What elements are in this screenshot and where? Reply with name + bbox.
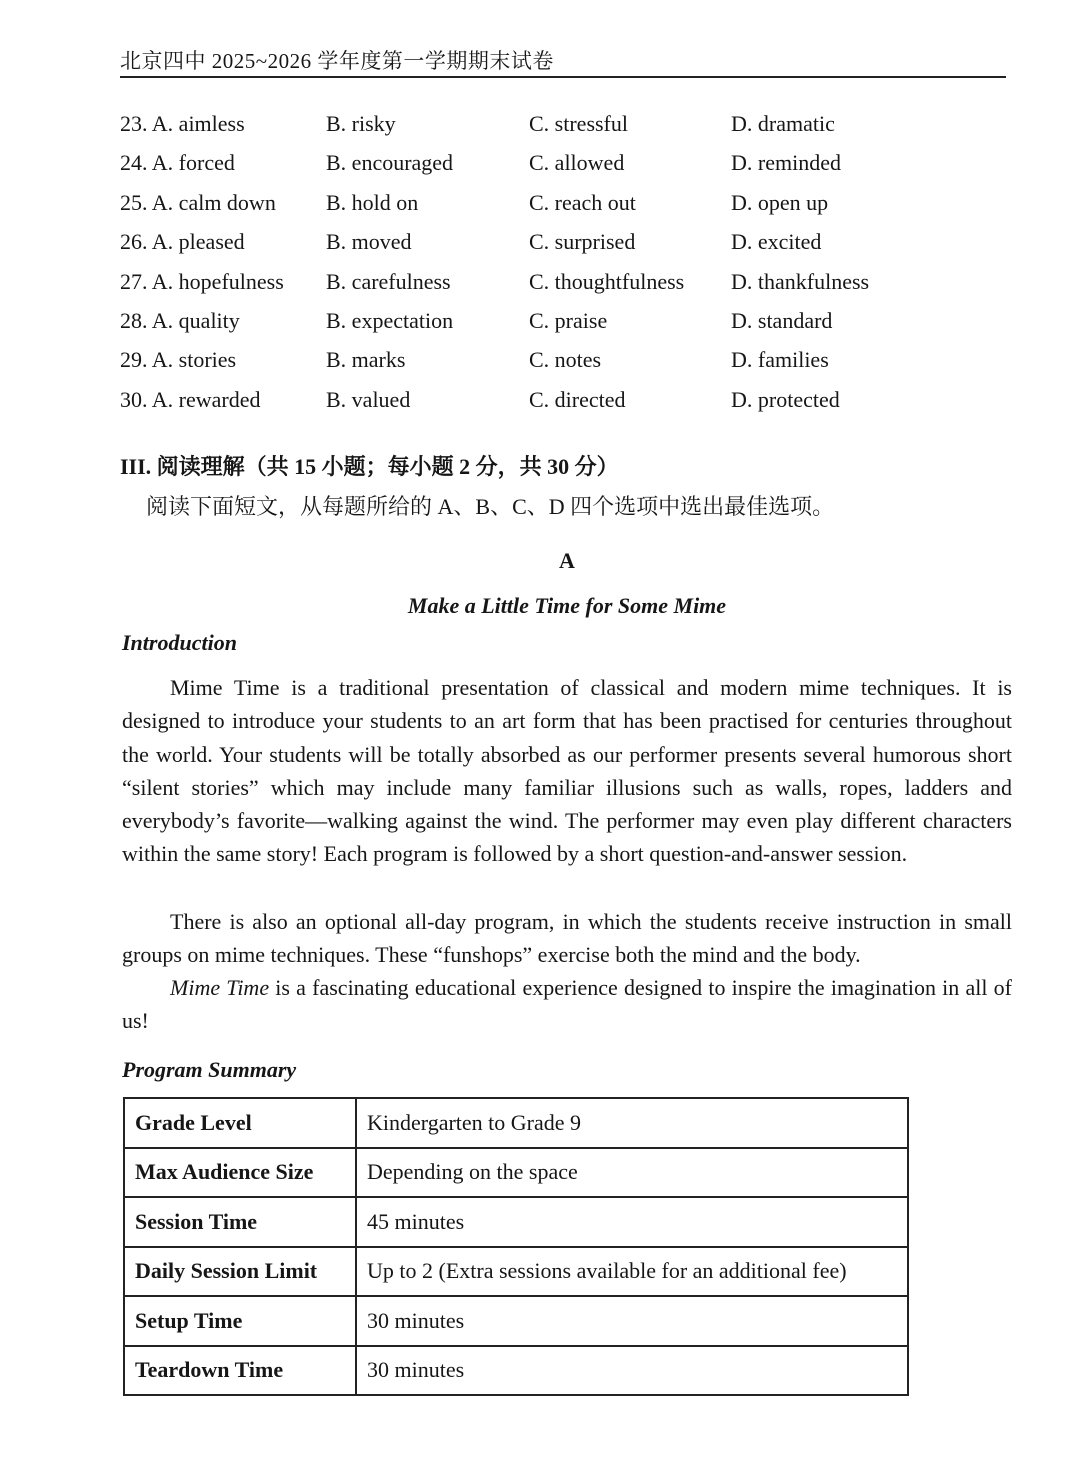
option-b: B. carefulness — [326, 268, 451, 294]
exam-header — [120, 46, 1006, 78]
table-label: Setup Time — [124, 1296, 356, 1346]
table-label: Daily Session Limit — [124, 1247, 356, 1297]
program-summary-heading: Program Summary — [122, 1057, 297, 1082]
table-value: Up to 2 (Extra sessions available for an additional fee) — [356, 1247, 908, 1297]
option-c: C. thoughtfulness — [529, 268, 685, 294]
options-row-27 — [120, 262, 1020, 301]
option-b: B. marks — [326, 347, 406, 373]
table-row — [124, 1148, 908, 1198]
option-a: 26. A. pleased — [120, 229, 245, 255]
passage-title: Make a Little Time for Some Mime — [407, 593, 727, 618]
option-c: C. directed — [529, 386, 626, 412]
paragraph-3-text — [122, 971, 1012, 1038]
exam-header-title: 北京四中 2025~2026 学年度第一学期期末试卷 — [120, 49, 554, 73]
program-summary-table — [123, 1097, 909, 1396]
option-b: B. hold on — [326, 189, 419, 215]
table-row — [124, 1247, 908, 1297]
option-d: D. protected — [731, 386, 840, 412]
table-label: Grade Level — [124, 1098, 356, 1148]
option-b: B. expectation — [326, 307, 454, 333]
paragraph-1 — [122, 671, 1012, 871]
options-row-23 — [120, 104, 1020, 143]
table-value: 30 minutes — [356, 1296, 908, 1346]
option-a: 23. A. aimless — [120, 111, 245, 136]
table-label: Teardown Time — [124, 1346, 356, 1396]
paragraph-1-text: Mime Time is a traditional presentation of classical and modern mime techniques. It is designed to introduce your students to an art form that has been practised for centuries throughout the world. Your students will be totally absorbed as our performer presents several humorous short “silent stories” which may include many familiar illusions such as walls, ropes, ladders and everybody’s favorite—walking against the wind. The performer may even play different characters within the same story! Each program is followed by a short question-and-answer session. — [122, 675, 1012, 867]
table-value: 30 minutes — [356, 1346, 908, 1396]
option-a: 27. A. hopefulness — [120, 268, 284, 294]
cloze-options-list — [120, 104, 1020, 419]
option-d: D. reminded — [731, 150, 841, 176]
option-c: C. allowed — [529, 150, 625, 176]
option-a: 24. A. forced — [120, 150, 235, 176]
table-row — [124, 1296, 908, 1346]
options-row-28 — [120, 301, 1020, 340]
option-d: D. dramatic — [731, 111, 835, 136]
option-a: 30. A. rewarded — [120, 386, 261, 412]
section-instruction: 阅读下面短文，从每题所给的 A、B、C、D 四个选项中选出最佳选项。 — [146, 494, 835, 519]
option-a: 25. A. calm down — [120, 189, 276, 215]
table-row — [124, 1197, 908, 1247]
option-c: C. praise — [529, 307, 608, 333]
option-a: 29. A. stories — [120, 347, 237, 373]
options-row-29 — [120, 340, 1020, 379]
option-c: C. notes — [529, 347, 602, 373]
paragraph-3 — [122, 971, 1012, 1038]
option-c: C. stressful — [529, 111, 628, 136]
option-c: C. reach out — [529, 189, 636, 215]
options-row-25 — [120, 183, 1020, 222]
table-row — [124, 1098, 908, 1148]
options-row-30 — [120, 380, 1020, 419]
paragraph-2-text: There is also an optional all-day program, in which the students receive instruction in small groups on mime techniques. These “funshops” exercise both the mind and the body. — [122, 909, 1012, 968]
table-value: Depending on the space — [356, 1148, 908, 1198]
option-d: D. families — [731, 347, 829, 373]
table-value: 45 minutes — [356, 1197, 908, 1247]
section-title: III. 阅读理解（共 15 小题；每小题 2 分，共 30 分） — [120, 454, 619, 479]
options-row-24 — [120, 143, 1020, 182]
passage-letter: A — [559, 548, 575, 573]
table-row — [124, 1346, 908, 1396]
option-d: D. thankfulness — [731, 268, 870, 294]
paragraph-3-rest: is a fascinating educational experience designed to inspire the imagination in all of us! — [122, 975, 1012, 1034]
introduction-heading: Introduction — [122, 630, 237, 655]
options-row-26 — [120, 222, 1020, 261]
table-label: Session Time — [124, 1197, 356, 1247]
option-d: D. excited — [731, 229, 822, 255]
table-value: Kindergarten to Grade 9 — [356, 1098, 908, 1148]
paragraph-3-italic: Mime Time — [170, 975, 270, 1000]
option-b: B. valued — [326, 386, 411, 412]
paragraph-2 — [122, 905, 1012, 972]
option-d: D. open up — [731, 189, 829, 215]
option-d: D. standard — [731, 307, 833, 333]
option-c: C. surprised — [529, 229, 636, 255]
option-a: 28. A. quality — [120, 307, 240, 333]
option-b: B. moved — [326, 229, 412, 255]
table-label: Max Audience Size — [124, 1148, 356, 1198]
option-b: B. encouraged — [326, 150, 454, 176]
option-b: B. risky — [326, 111, 396, 136]
